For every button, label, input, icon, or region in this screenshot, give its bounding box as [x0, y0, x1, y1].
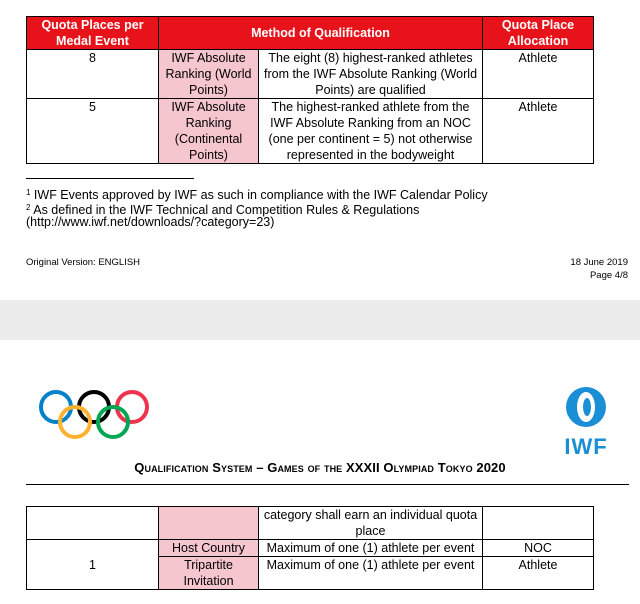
quota-cell: 5 [27, 99, 159, 164]
footnote-1-mark: 1 [26, 188, 31, 197]
allocation-cell: Athlete [483, 557, 594, 590]
header-allocation: Quota Place Allocation [483, 17, 594, 50]
olympic-rings-logo [38, 389, 150, 441]
quota-table-top [26, 16, 594, 164]
table-row [27, 507, 594, 540]
method-name-cell: Host Country [159, 540, 259, 557]
document-title: Qualification System – Games of the XXXII Olympiad Tokyo 2020 [134, 460, 506, 475]
method-desc-cell: The highest-ranked athlete from the IWF Absolute Ranking from an NOC (one per continent = 5) not otherwise represented in the bodyweight [259, 99, 483, 164]
footnote-2-mark: 2 [26, 203, 31, 212]
method-name-cell: IWF Absolute Ranking (World Points) [159, 50, 259, 99]
footnote-separator [26, 178, 194, 179]
method-desc-cell: category shall earn an individual quota place [259, 507, 483, 540]
iwf-logo-text: IWF [564, 434, 608, 459]
method-name-cell: Tripartite Invitation [159, 557, 259, 590]
method-name-cell [159, 507, 259, 540]
iwf-emblem-icon [562, 385, 610, 429]
quota-cell [27, 507, 159, 540]
allocation-cell: NOC [483, 540, 594, 557]
page-gap [0, 300, 640, 340]
footer-date: 18 June 2019 [570, 257, 628, 268]
method-desc-cell: Maximum of one (1) athlete per event [259, 557, 483, 590]
quota-cell: 8 [27, 50, 159, 99]
quota-cell: 1 [27, 540, 159, 590]
footnote-2-text: As defined in the IWF Technical and Competition Rules & Regulations [30, 203, 420, 217]
table-row [27, 50, 594, 99]
original-version: Original Version: ENGLISH [26, 257, 141, 268]
table-row [27, 540, 594, 557]
table-row [27, 99, 594, 164]
allocation-cell: Athlete [483, 99, 594, 164]
title-separator [26, 484, 629, 485]
table-header-row [27, 17, 594, 50]
page-number: Page 4/8 [589, 270, 628, 281]
quota-table-bottom [26, 506, 594, 590]
allocation-cell [483, 507, 594, 540]
header-method: Method of Qualification [159, 17, 483, 50]
iwf-logo [562, 385, 610, 457]
allocation-cell: Athlete [483, 50, 594, 99]
header-quota-places: Quota Places per Medal Event [27, 17, 159, 50]
footnote-1-text: IWF Events approved by IWF as such in compliance with the IWF Calendar Policy [30, 188, 488, 202]
method-desc-cell: The eight (8) highest-ranked athletes from the IWF Absolute Ranking (World Points) are qualified [259, 50, 483, 99]
method-desc-cell: Maximum of one (1) athlete per event [259, 540, 483, 557]
footnote-2-url: (http://www.iwf.net/downloads/?category=23) [26, 215, 275, 229]
method-name-cell: IWF Absolute Ranking (Continental Points) [159, 99, 259, 164]
